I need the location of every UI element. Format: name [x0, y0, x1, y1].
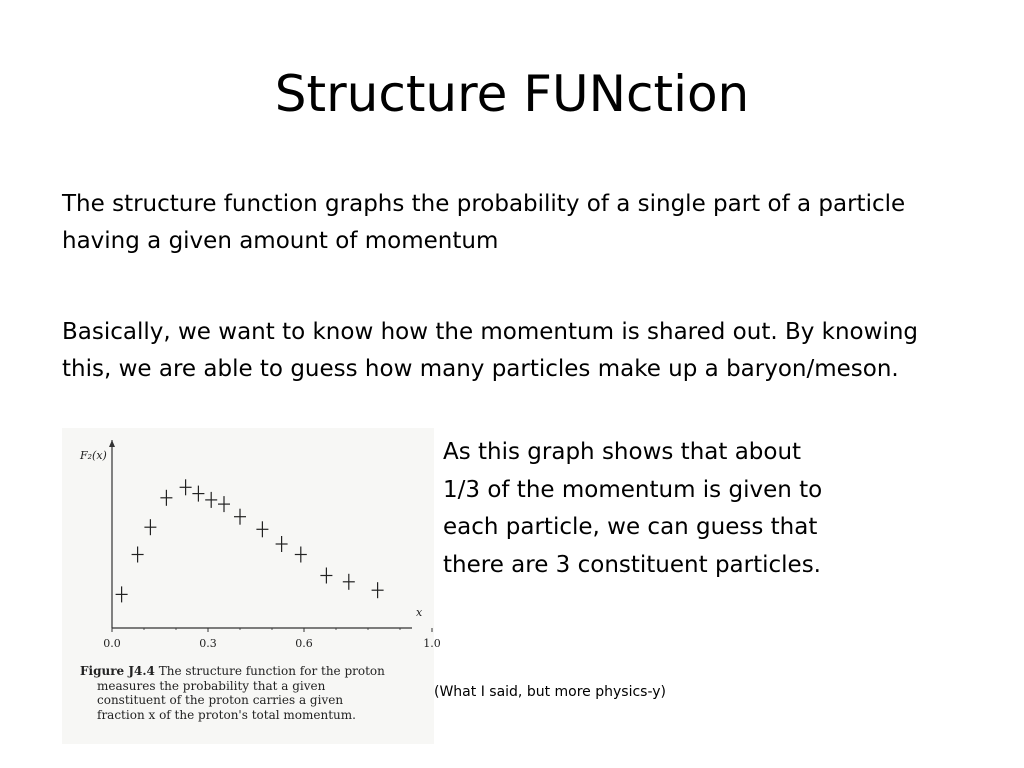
side-explanation: As this graph shows that about 1/3 of the momentum is given to each particle, we can guess that there are 3 constituent particles.	[443, 439, 823, 578]
slide-title: Structure FUNction	[274, 65, 750, 123]
caption-line: The structure function for the proton	[158, 664, 385, 678]
x-tick-label: 0.0	[103, 637, 121, 650]
footnote: (What I said, but more physics-y)	[434, 684, 667, 700]
structure-function-chart	[62, 428, 441, 668]
caption-line: measures the probability that a given	[97, 678, 326, 693]
x-tick-label: 0.6	[295, 637, 313, 650]
x-axis-label: x	[416, 606, 423, 619]
caption-label: Figure J4.4	[80, 664, 155, 678]
x-tick-label: 1.0	[423, 637, 441, 650]
y-axis-arrow	[109, 440, 115, 447]
paragraph-explanation: Basically, we want to know how the momentum is shared out. By knowing this, we are able to guess how many particles make up a baryon/meson.	[62, 319, 919, 382]
paragraph-definition: The structure function graphs the probability of a single part of a particle having a given amount of momentum	[62, 191, 906, 254]
y-axis-label: F₂(x)	[80, 449, 107, 462]
figure-caption	[80, 664, 425, 722]
x-tick-label: 0.3	[199, 637, 217, 650]
caption-line: fraction x of the proton's total momentum.	[97, 707, 356, 722]
caption-line: constituent of the proton carries a given	[97, 693, 344, 707]
structure-function-figure	[62, 428, 441, 744]
